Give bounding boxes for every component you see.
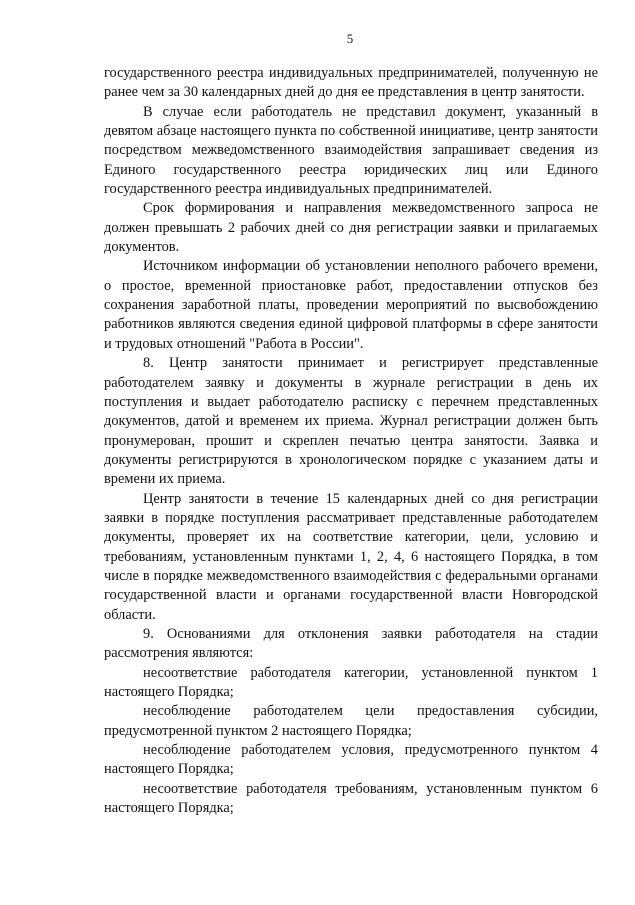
page-number: 5 xyxy=(346,31,354,46)
list-item-condition-noncompliance: несоблюдение работодателем условия, предусмотренного пунктом 4 настоящего Порядка; xyxy=(104,742,598,778)
paragraph-item-9-rejection-grounds: 9. Основаниями для отклонения заявки работодателя на стадии рассмотрения являются: xyxy=(104,625,598,662)
paragraph-request-deadline: Срок формирования и направления межведомственного запроса не должен превышать 2 рабочих дней со дня регистрации заявки и прилагаемых документов. xyxy=(104,200,598,256)
document-body xyxy=(104,64,598,818)
paragraph-egrip-continuation: государственного реестра индивидуальных предпринимателей, полученную не ранее чем за 30 календарных дней до дня ее представления в центр занятости. xyxy=(104,65,598,101)
paragraph-item-8-registration: 8. Центр занятости принимает и регистрирует представленные работодателем заявку и документы в журнале регистрации в день их поступления и выдает работодателю расписку с перечнем представленных документов, датой и временем их приема. Журнал регистрации должен быть пронумерован, прошит и скреплен печатью центра занятости. Заявка и документы регистрируются в хронологическом порядке с указанием даты и времени их приема. xyxy=(104,355,598,488)
paragraph-interagency-request: В случае если работодатель не представил документ, указанный в девятом абзаце настоящего пункта по собственной инициативе, центр занятости посредством межведомственного взаимодействия запрашивает сведения из Единого государственного реестра юридических лиц или Единого государственного реестра индивидуальных предпринимателей. xyxy=(104,103,598,198)
list-item-goal-noncompliance: несоблюдение работодателем цели предоставления субсидии, предусмотренной пунктом 2 настоящего Порядка; xyxy=(104,703,598,739)
paragraph-information-source: Источником информации об установлении неполного рабочего времени, о простое, временной приостановке работ, предоставлении отпусков без сохранения заработной платы, проведении мероприятий по высвобождению работников являются сведения единой цифровой платформы в сфере занятости и трудовых отношений "Работа в России". xyxy=(104,258,598,352)
list-item-requirements-mismatch: несоответствие работодателя требованиям, установленным пунктом 6 настоящего Порядка; xyxy=(104,780,598,817)
paragraph-review-period: Центр занятости в течение 15 календарных дней со дня регистрации заявки в порядке поступления рассматривает представленные работодателем документы, проверяет их на соответствие категории, цели, условию и требованиям, установленным пунктами 1, 2, 4, 6 настоящего Порядка, в том числе в порядке межведомственного взаимодействия с федеральными органами государственной власти и органами государственной власти Новгородской области. xyxy=(104,490,598,623)
list-item-category-mismatch: несоответствие работодателя категории, установленной пунктом 1 настоящего Порядка; xyxy=(104,664,598,700)
